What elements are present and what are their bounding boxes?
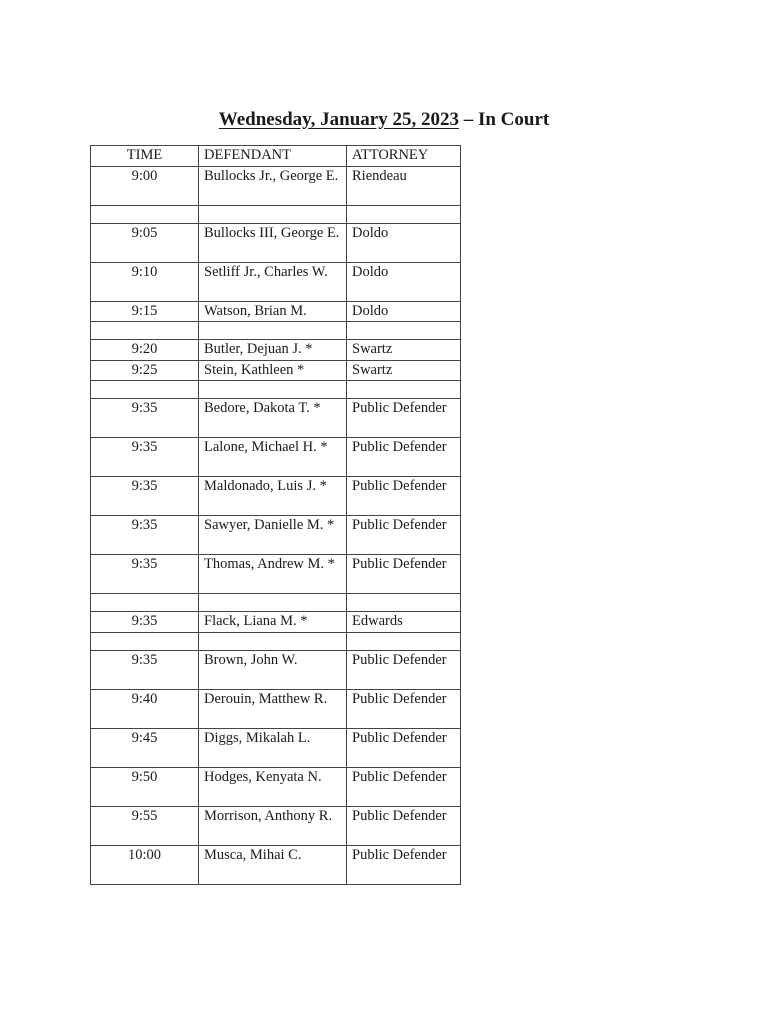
defendant-cell: Stein, Kathleen * [199, 360, 347, 381]
defendant-cell: Morrison, Anthony R. [199, 806, 347, 845]
attorney-cell: Doldo [347, 262, 461, 301]
time-cell: 9:45 [91, 728, 199, 767]
header-time: TIME [91, 146, 199, 167]
table-row [91, 166, 461, 205]
time-cell: 9:35 [91, 650, 199, 689]
empty-cell [199, 322, 347, 340]
empty-cell [347, 381, 461, 399]
defendant-cell: Bullocks Jr., George E. [199, 166, 347, 205]
time-cell: 9:35 [91, 612, 199, 633]
defendant-cell: Musca, Mihai C. [199, 845, 347, 884]
empty-cell [91, 632, 199, 650]
table-row [91, 767, 461, 806]
empty-cell [199, 594, 347, 612]
court-schedule-table [90, 145, 461, 885]
time-cell: 9:55 [91, 806, 199, 845]
table-row [91, 806, 461, 845]
table-row [91, 555, 461, 594]
time-cell: 9:35 [91, 516, 199, 555]
table-row [91, 223, 461, 262]
defendant-cell: Derouin, Matthew R. [199, 689, 347, 728]
empty-cell [347, 632, 461, 650]
time-cell: 9:20 [91, 340, 199, 361]
defendant-cell: Thomas, Andrew M. * [199, 555, 347, 594]
spacer-row [91, 632, 461, 650]
defendant-cell: Sawyer, Danielle M. * [199, 516, 347, 555]
time-cell: 9:35 [91, 555, 199, 594]
empty-cell [91, 594, 199, 612]
defendant-cell: Brown, John W. [199, 650, 347, 689]
attorney-cell: Swartz [347, 340, 461, 361]
defendant-cell: Diggs, Mikalah L. [199, 728, 347, 767]
table-row [91, 516, 461, 555]
empty-cell [91, 322, 199, 340]
time-cell: 9:35 [91, 438, 199, 477]
empty-cell [91, 205, 199, 223]
empty-cell [199, 632, 347, 650]
table-header-row [91, 146, 461, 167]
empty-cell [91, 381, 199, 399]
time-cell: 9:00 [91, 166, 199, 205]
empty-cell [347, 322, 461, 340]
attorney-cell: Doldo [347, 301, 461, 322]
table-row [91, 262, 461, 301]
time-cell: 9:35 [91, 477, 199, 516]
defendant-cell: Flack, Liana M. * [199, 612, 347, 633]
table-row [91, 477, 461, 516]
table-row [91, 650, 461, 689]
time-cell: 10:00 [91, 845, 199, 884]
attorney-cell: Riendeau [347, 166, 461, 205]
spacer-row [91, 381, 461, 399]
time-cell: 9:15 [91, 301, 199, 322]
table-row [91, 612, 461, 633]
spacer-row [91, 322, 461, 340]
defendant-cell: Setliff Jr., Charles W. [199, 262, 347, 301]
time-cell: 9:10 [91, 262, 199, 301]
empty-cell [199, 381, 347, 399]
table-row [91, 399, 461, 438]
defendant-cell: Hodges, Kenyata N. [199, 767, 347, 806]
attorney-cell: Swartz [347, 360, 461, 381]
attorney-cell: Public Defender [347, 689, 461, 728]
attorney-cell: Public Defender [347, 399, 461, 438]
table-row [91, 845, 461, 884]
header-defendant: DEFENDANT [199, 146, 347, 167]
attorney-cell: Doldo [347, 223, 461, 262]
table-row [91, 340, 461, 361]
title-suffix: – In Court [463, 108, 550, 130]
attorney-cell: Public Defender [347, 728, 461, 767]
attorney-cell: Public Defender [347, 555, 461, 594]
empty-cell [347, 205, 461, 223]
defendant-cell: Bullocks III, George E. [199, 223, 347, 262]
schedule-body [91, 166, 461, 884]
table-row [91, 360, 461, 381]
attorney-cell: Public Defender [347, 767, 461, 806]
attorney-cell: Public Defender [347, 845, 461, 884]
empty-cell [199, 205, 347, 223]
time-cell: 9:05 [91, 223, 199, 262]
table-row [91, 728, 461, 767]
attorney-cell: Public Defender [347, 477, 461, 516]
title-date: Wednesday, January 25, 2023 [218, 108, 459, 130]
time-cell: 9:40 [91, 689, 199, 728]
attorney-cell: Public Defender [347, 806, 461, 845]
page-title [0, 109, 768, 131]
header-attorney: ATTORNEY [347, 146, 461, 167]
spacer-row [91, 205, 461, 223]
defendant-cell: Lalone, Michael H. * [199, 438, 347, 477]
time-cell: 9:25 [91, 360, 199, 381]
defendant-cell: Bedore, Dakota T. * [199, 399, 347, 438]
attorney-cell: Public Defender [347, 516, 461, 555]
defendant-cell: Watson, Brian M. [199, 301, 347, 322]
table-row [91, 301, 461, 322]
time-cell: 9:50 [91, 767, 199, 806]
attorney-cell: Public Defender [347, 438, 461, 477]
time-cell: 9:35 [91, 399, 199, 438]
attorney-cell: Public Defender [347, 650, 461, 689]
table-row [91, 689, 461, 728]
attorney-cell: Edwards [347, 612, 461, 633]
table-row [91, 438, 461, 477]
defendant-cell: Maldonado, Luis J. * [199, 477, 347, 516]
defendant-cell: Butler, Dejuan J. * [199, 340, 347, 361]
empty-cell [347, 594, 461, 612]
spacer-row [91, 594, 461, 612]
